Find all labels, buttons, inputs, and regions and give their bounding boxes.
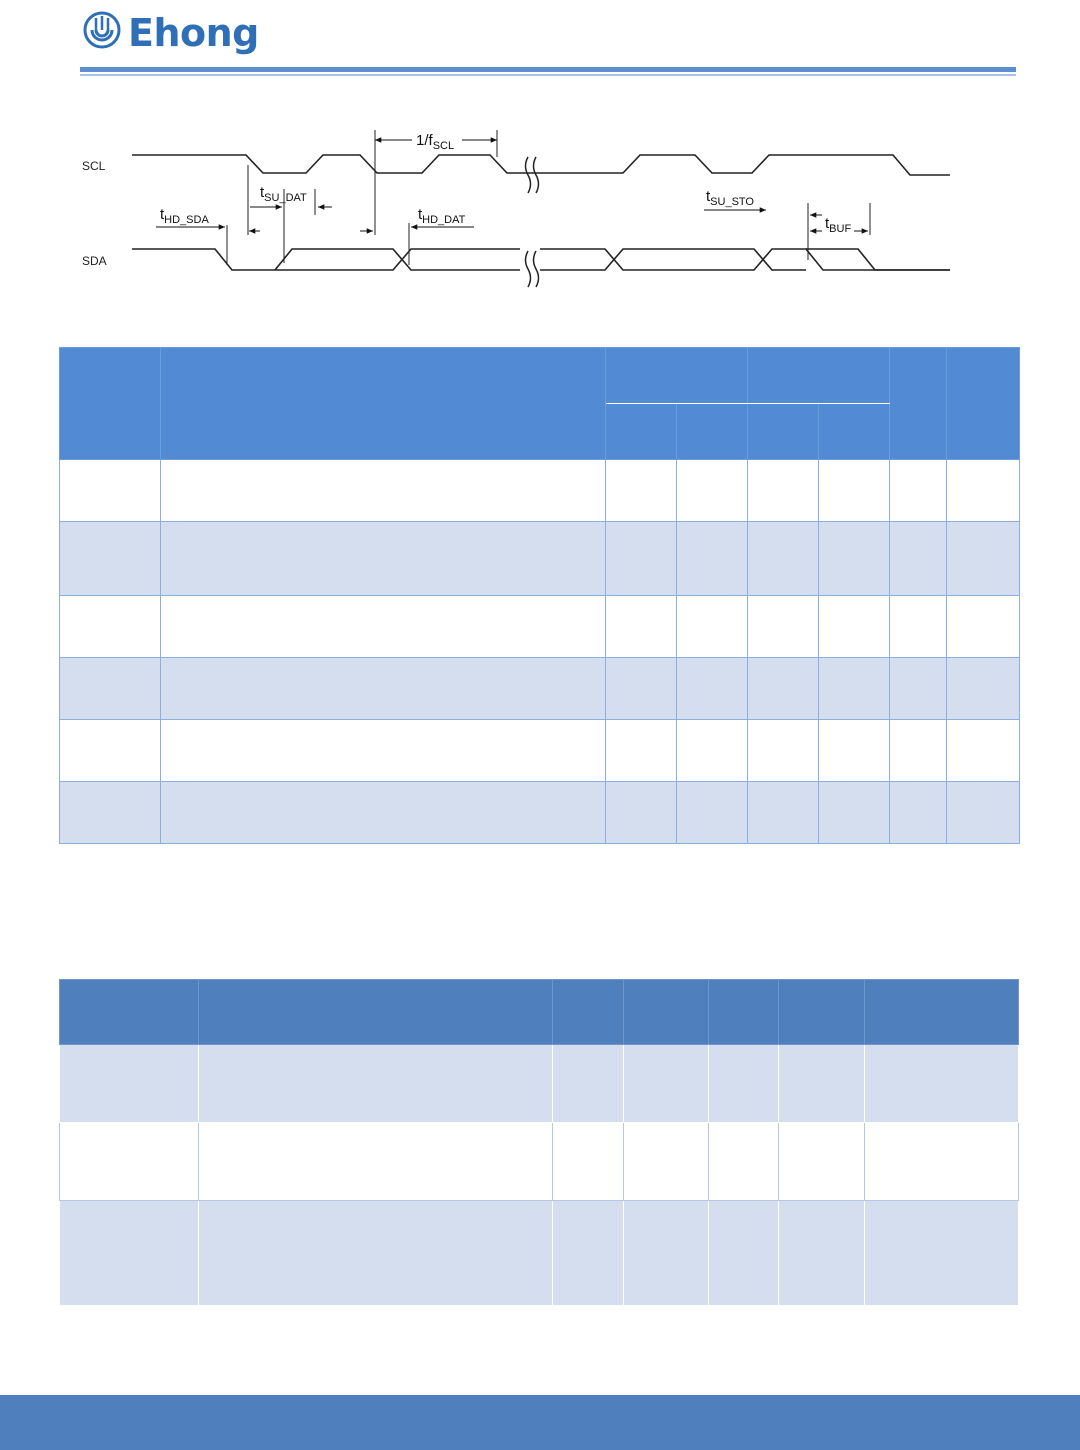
header-group-cell bbox=[606, 348, 748, 404]
i2c-timing-diagram bbox=[70, 115, 970, 295]
table-row bbox=[60, 522, 1020, 596]
header-cell bbox=[890, 348, 947, 460]
ehong-logo-icon bbox=[82, 10, 122, 50]
table-row bbox=[60, 596, 1020, 658]
header-divider bbox=[80, 67, 1016, 72]
t-su-dat-label: $t_{SU\_DAT}$ bbox=[260, 184, 307, 204]
page-footer-bar bbox=[0, 1395, 1080, 1450]
header-divider-light bbox=[80, 74, 1016, 76]
sda-waveform bbox=[132, 249, 950, 270]
header-cell bbox=[60, 980, 199, 1045]
header-cell bbox=[60, 348, 161, 460]
timing-characteristics-table bbox=[59, 347, 1020, 844]
subheader-cell bbox=[606, 404, 677, 460]
page-header bbox=[0, 0, 1080, 80]
characteristics-table-2 bbox=[59, 979, 1019, 1306]
scl-waveform bbox=[132, 155, 950, 175]
table-row bbox=[60, 1201, 1019, 1306]
subheader-cell bbox=[819, 404, 890, 460]
header-cell bbox=[161, 348, 606, 460]
brand-name: Ehong bbox=[128, 11, 259, 55]
header-group-cell bbox=[748, 348, 890, 404]
table-row bbox=[60, 1045, 1019, 1123]
t-buf-label: $t_{BUF}$ bbox=[825, 215, 852, 235]
subheader-cell bbox=[748, 404, 819, 460]
t-hd-dat-label: $t_{HD\_DAT}$ bbox=[418, 206, 466, 226]
table-row bbox=[60, 1123, 1019, 1201]
table-header-row bbox=[60, 980, 1019, 1045]
sda-label: SDA bbox=[82, 254, 107, 268]
header-cell bbox=[947, 348, 1020, 460]
t-hd-sda-label: $t_{HD\_SDA}$ bbox=[160, 206, 209, 226]
scl-label: SCL bbox=[82, 159, 106, 173]
header-cell bbox=[624, 980, 709, 1045]
header-cell bbox=[865, 980, 1019, 1045]
header-cell bbox=[779, 980, 865, 1045]
table-header-row bbox=[60, 348, 1020, 404]
table-row bbox=[60, 460, 1020, 522]
table-row bbox=[60, 658, 1020, 720]
t-su-sto-label: $t_{SU\_STO}$ bbox=[706, 188, 754, 208]
subheader-cell bbox=[677, 404, 748, 460]
period-label: $1/f_{SCL}$ bbox=[416, 132, 455, 152]
header-cell bbox=[199, 980, 553, 1045]
header-cell bbox=[553, 980, 624, 1045]
table-row bbox=[60, 720, 1020, 782]
table-row bbox=[60, 782, 1020, 844]
header-cell bbox=[709, 980, 779, 1045]
